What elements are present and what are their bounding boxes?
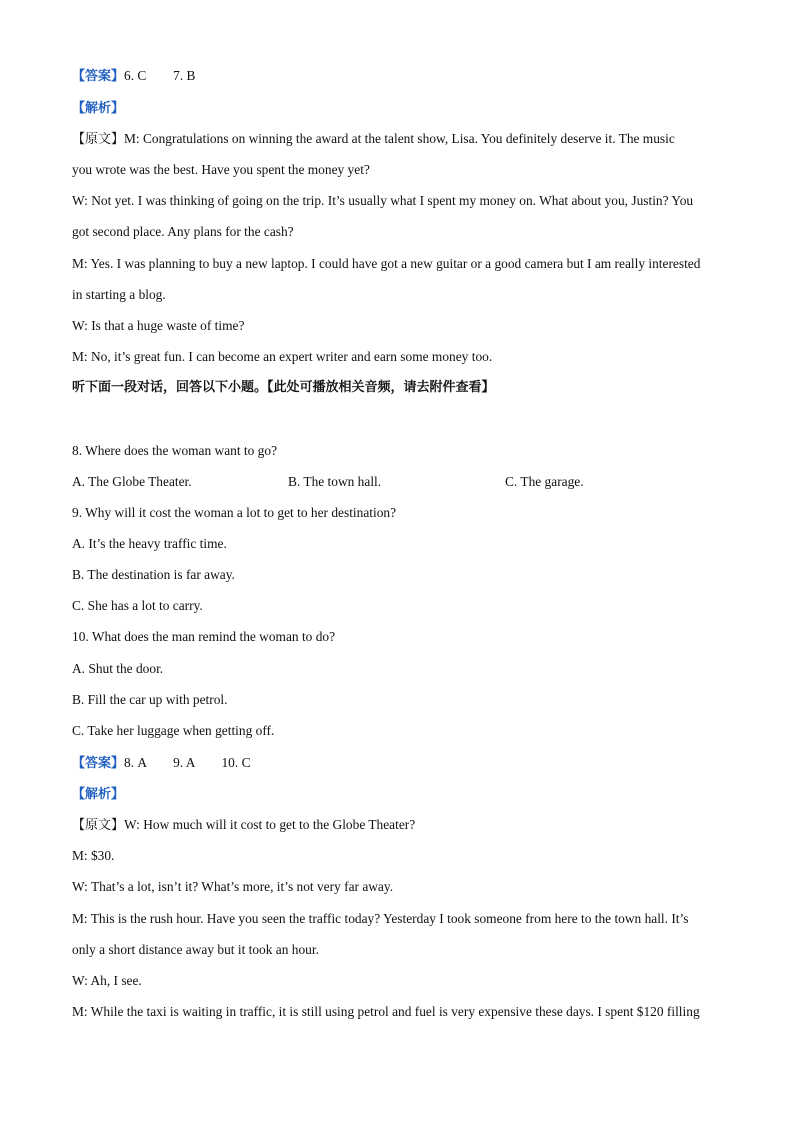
transcript2-line-5: only a short distance away but it took an hour. [72, 942, 319, 957]
answer-tag: 【答案】 [72, 69, 125, 84]
q8-option-b: B. The town hall. [288, 474, 382, 489]
q9-option-a: A. It’s the heavy traffic time. [72, 536, 227, 551]
analysis-heading-2 [72, 785, 724, 804]
analysis-tag: 【解析】 [72, 787, 125, 802]
transcript-line-1 [72, 130, 724, 149]
q8-option-a: A. The Globe Theater. [72, 474, 192, 489]
answer-tag: 【答案】 [72, 756, 125, 771]
question-8-stem: 8. Where does the woman want to go? [72, 443, 278, 458]
answer-text: 8. A 9. A 10. C [124, 755, 251, 770]
transcript-text: M: Congratulations on winning the award at the talent show, Lisa. You definitely deserve it. The music [124, 131, 675, 146]
q10-option-c: C. Take her luggage when getting off. [72, 723, 275, 738]
transcript-line-6: in starting a blog. [72, 287, 166, 302]
transcript2-line-1 [72, 816, 724, 835]
analysis-tag: 【解析】 [72, 101, 125, 116]
question-9-stem: 9. Why will it cost the woman a lot to get to her destination? [72, 505, 397, 520]
transcript2-line-6: W: Ah, I see. [72, 973, 142, 988]
q10-option-a: A. Shut the door. [72, 661, 164, 676]
transcript-text: W: How much will it cost to get to the Globe Theater? [124, 817, 416, 832]
transcript-line-8: M: No, it’s great fun. I can become an expert writer and earn some money too. [72, 349, 493, 364]
transcript2-line-7: M: While the taxi is waiting in traffic, it is still using petrol and fuel is very expensive these days. I spent $120 filling [72, 1004, 700, 1019]
transcript2-line-4: M: This is the rush hour. Have you seen the traffic today? Yesterday I took someone from here to the town hall. It’s [72, 911, 689, 926]
q9-option-b: B. The destination is far away. [72, 567, 235, 582]
transcript-line-4: got second place. Any plans for the cash? [72, 224, 294, 239]
q10-option-b: B. Fill the car up with petrol. [72, 692, 228, 707]
transcript2-line-3: W: That’s a lot, isn’t it? What’s more, it’s not very far away. [72, 879, 394, 894]
transcript-line-5: M: Yes. I was planning to buy a new laptop. I could have got a new guitar or a good camera but I am really interested [72, 256, 701, 271]
answer-text: 6. C 7. B [124, 68, 196, 83]
transcript2-line-2: M: $30. [72, 848, 115, 863]
analysis-heading-1 [72, 99, 724, 118]
listening-instruction: 听下面一段对话，回答以下小题。【此处可播放相关音频，请去附件查看】 [72, 380, 495, 395]
answer-line-2 [72, 754, 724, 773]
original-tag: 【原文】 [72, 818, 125, 833]
original-tag: 【原文】 [72, 132, 125, 147]
q9-option-c: C. She has a lot to carry. [72, 598, 203, 613]
q8-option-c: C. The garage. [505, 474, 584, 489]
transcript-line-7: W: Is that a huge waste of time? [72, 318, 245, 333]
transcript-line-2: you wrote was the best. Have you spent the money yet? [72, 162, 370, 177]
question-10-stem: 10. What does the man remind the woman to do? [72, 629, 336, 644]
answer-line-1 [72, 67, 724, 86]
transcript-line-3: W: Not yet. I was thinking of going on the trip. It’s usually what I spent my money on. What about you, Justin? You [72, 193, 694, 208]
